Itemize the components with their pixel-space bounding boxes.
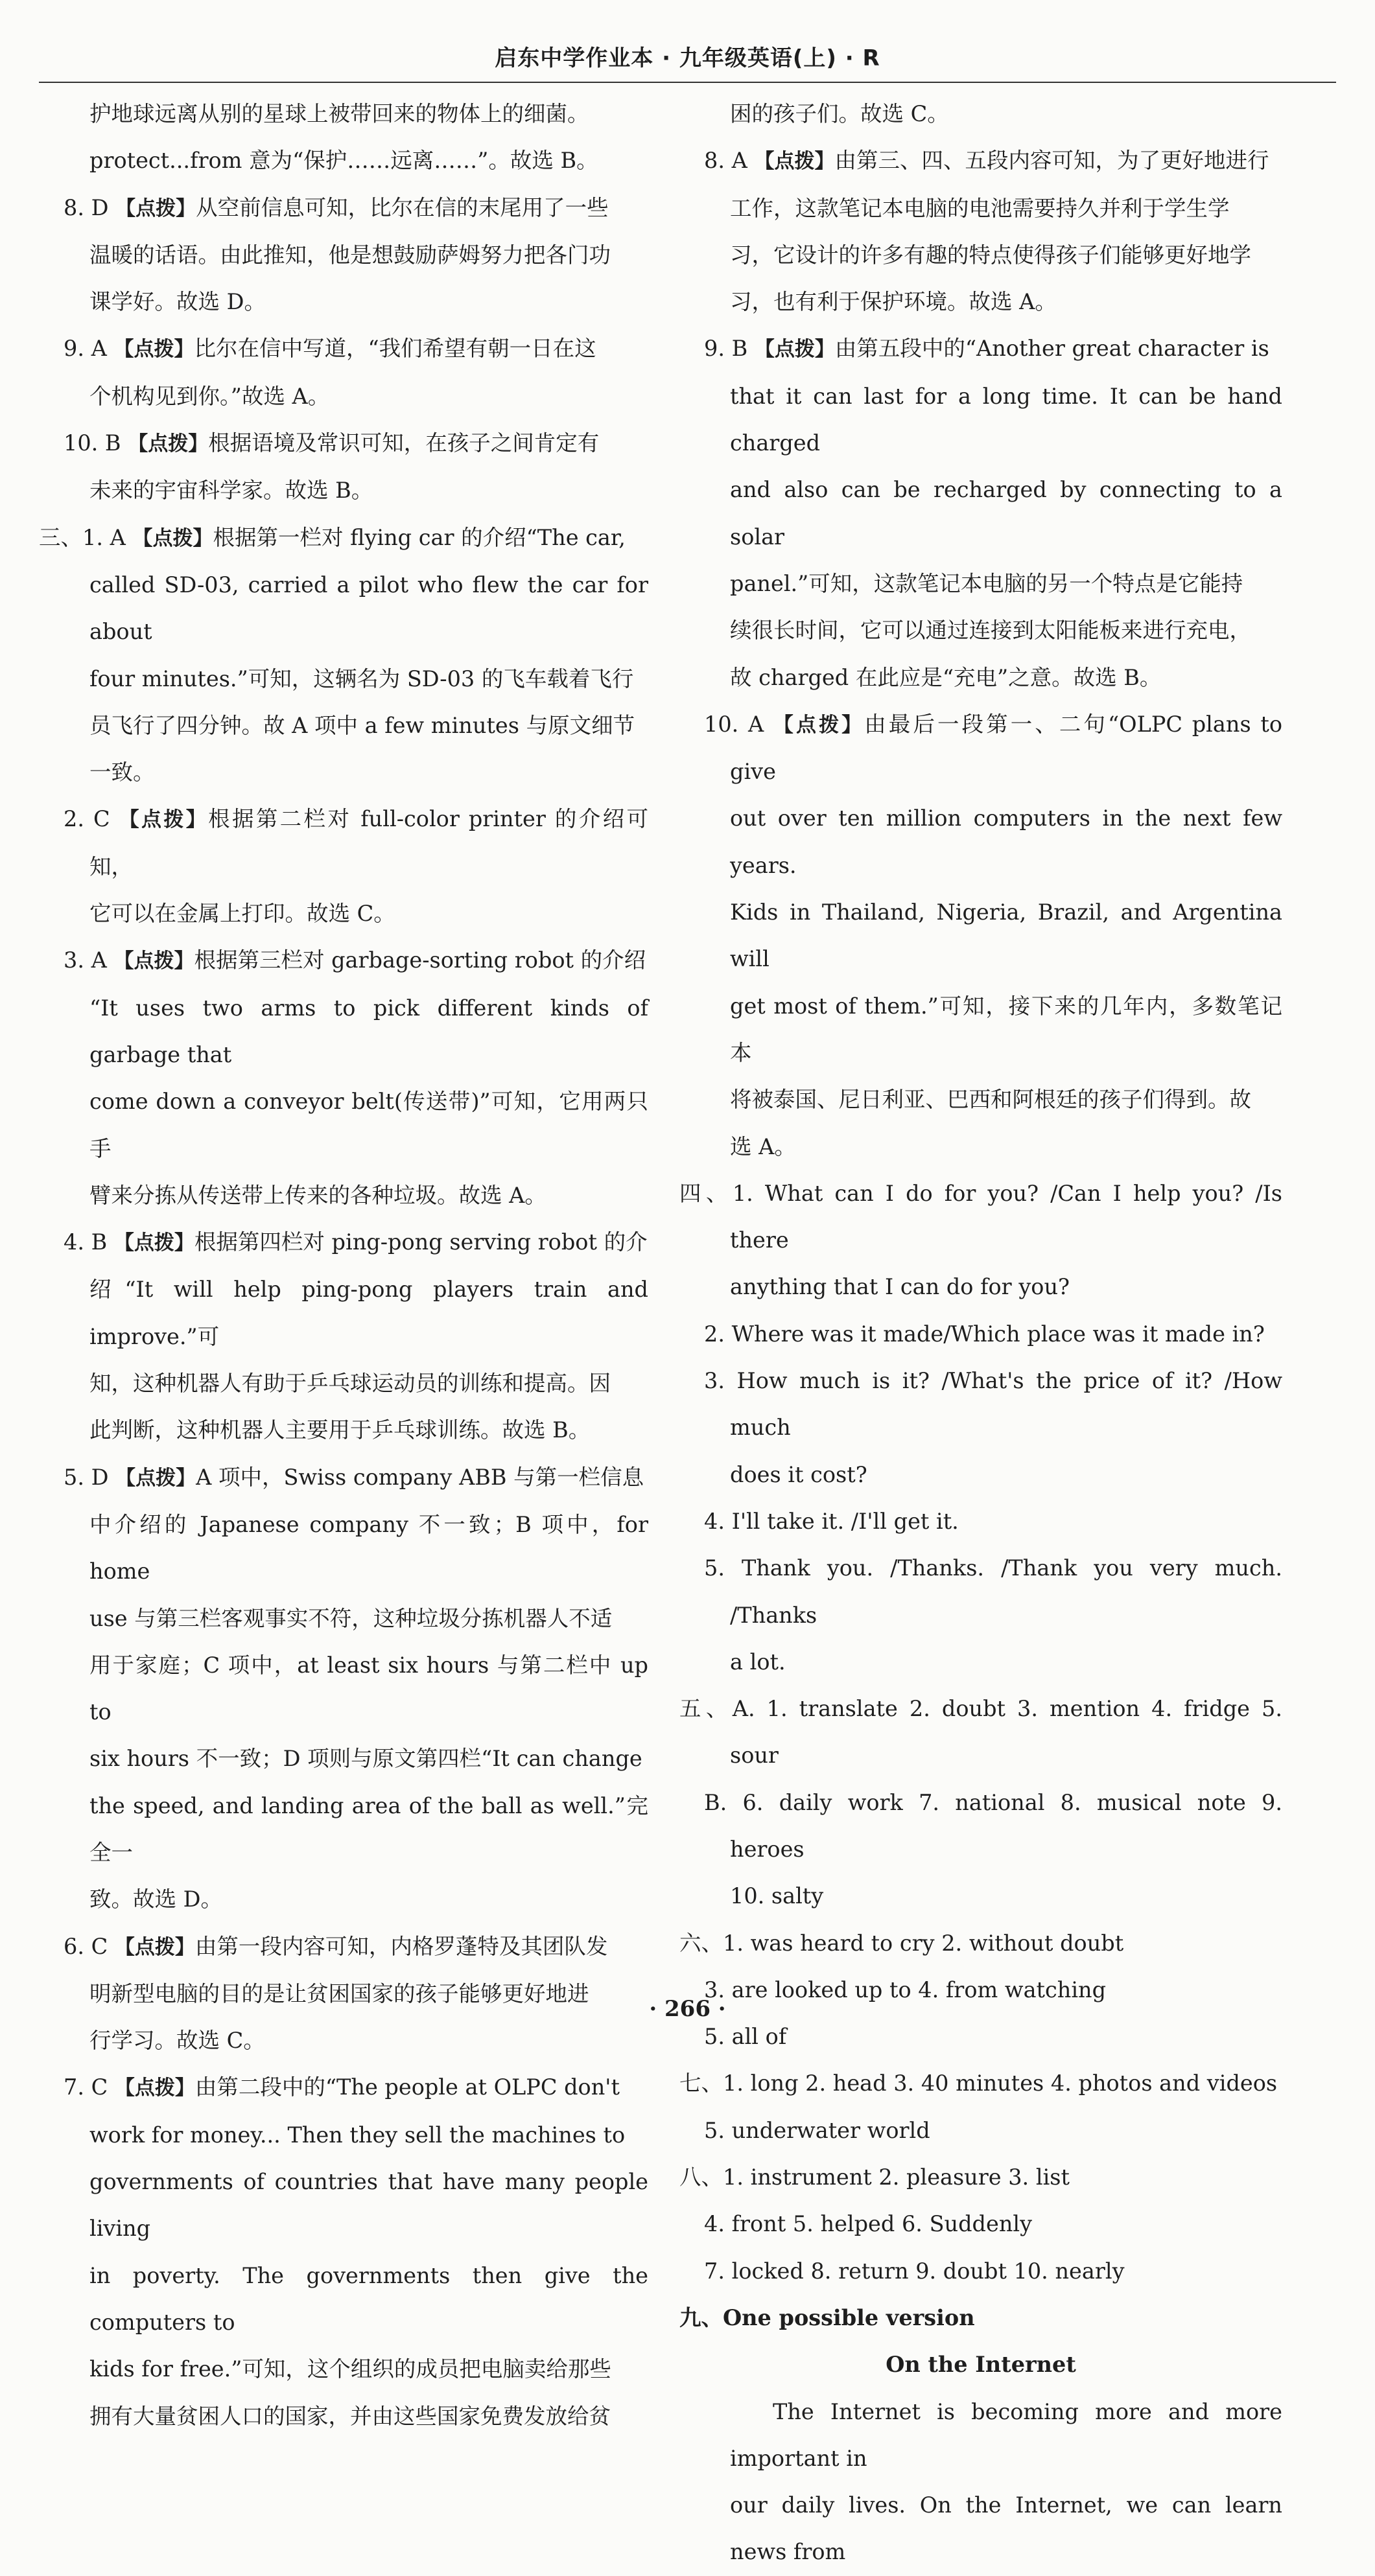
right-line: 八、1. instrument 2. pleasure 3. list	[679, 2164, 1070, 2190]
right-line: 10. A 【点拨】由最后一段第一、二句“OLPC plans to give	[704, 711, 1282, 785]
right-column	[679, 91, 1282, 2576]
left-line: four minutes.”可知，这辆名为 SD-03 的飞车载着飞行	[89, 666, 634, 691]
right-line: On the Internet	[886, 2352, 1076, 2378]
left-line: 员飞行了四分钟。故 A 项中 a few minutes 与原文细节	[89, 712, 635, 738]
right-line: panel.”可知，这款笔记本电脑的另一个特点是它能持	[730, 570, 1243, 596]
right-line: 五、A. 1. translate 2. doubt 3. mention 4. fridge 5. sour	[679, 1696, 1282, 1769]
left-line: kids for free.”可知，这个组织的成员把电脑卖给那些	[89, 2356, 611, 2382]
left-line: 10. B 【点拨】根据语境及常识可知，在孩子之间肯定有	[64, 430, 600, 456]
right-line: 九、One possible version	[679, 2304, 975, 2330]
left-line: protect...from 意为“保护……远离……”。故选 B。	[89, 148, 598, 174]
left-line: 知，这种机器人有助于乒乓球运动员的训练和提高。因	[89, 1371, 611, 1397]
left-line: 拥有大量贫困人口的国家，并由这些国家免费发放给贫	[89, 2403, 611, 2429]
left-line: 绍“It will help ping-pong players train and improve.”可	[89, 1277, 648, 1349]
right-line: 七、1. long 2. head 3. 40 minutes 4. photos and videos	[679, 2071, 1278, 2096]
right-line: 10. salty	[730, 1883, 824, 1909]
right-line: a lot.	[730, 1649, 786, 1675]
left-line: 行学习。故选 C。	[89, 2028, 265, 2054]
right-line: 5. underwater world	[704, 2117, 930, 2143]
right-line: 5. all of	[704, 2024, 787, 2050]
right-line: anything that I can do for you?	[730, 1274, 1070, 1300]
left-line: come down a conveyor belt(传送带)”可知，它用两只手	[89, 1089, 648, 1161]
right-line: 习，也有利于保护环境。故选 A。	[730, 289, 1057, 315]
left-line: 致。故选 D。	[89, 1886, 223, 1912]
left-line: called SD-03, carried a pilot who flew the car for about	[89, 572, 648, 645]
right-line: does it cost?	[730, 1461, 867, 1487]
right-line: Kids in Thailand, Nigeria, Brazil, and Argentina will	[730, 899, 1282, 972]
left-line: 5. D 【点拨】A 项中，Swiss company ABB 与第一栏信息	[64, 1464, 644, 1490]
right-line: 困的孩子们。故选 C。	[730, 101, 949, 126]
left-line: 用于家庭；C 项中，at least six hours 与第二栏中 up to	[89, 1652, 648, 1725]
right-line: out over ten million computers in the next few years.	[730, 806, 1282, 878]
page-header: 启东中学作业本 · 九年级英语(上) · R	[39, 39, 1336, 83]
page-number: · 266 ·	[649, 1996, 726, 2022]
left-line: 3. A 【点拨】根据第三栏对 garbage-sorting robot 的介绍	[64, 947, 646, 973]
left-line: 9. A 【点拨】比尔在信中写道，“我们希望有朝一日在这	[64, 336, 596, 362]
right-line: 2. Where was it made/Which place was it made in?	[704, 1321, 1265, 1347]
right-line: 3. are looked up to 4. from watching	[704, 1977, 1107, 2002]
left-line: in poverty. The governments then give the computers to	[89, 2262, 648, 2335]
left-line: 8. D 【点拨】从空前信息可知，比尔在信的末尾用了一些	[64, 194, 609, 220]
left-line: “It uses two arms to pick different kinds of garbage that	[89, 995, 648, 1067]
left-line: governments of countries that have many people living	[89, 2169, 648, 2242]
right-line: 9. B 【点拨】由第五段中的“Another great character is	[704, 336, 1269, 362]
left-line: 2. C 【点拨】根据第二栏对 full-color printer 的介绍可知，	[64, 806, 649, 879]
left-line: the speed, and landing area of the ball as well.”完全一	[89, 1793, 648, 1865]
right-line: 8. A 【点拨】由第三、四、五段内容可知，为了更好地进行	[704, 148, 1269, 174]
right-line: 六、1. was heard to cry 2. without doubt	[679, 1930, 1124, 1956]
right-line: 四、1. What can I do for you? /Can I help you? /Is there	[679, 1180, 1282, 1253]
right-line: get most of them.”可知，接下来的几年内，多数笔记本	[730, 993, 1282, 1065]
right-line: and also can be recharged by connecting to a solar	[730, 477, 1282, 550]
right-line: 4. I'll take it. /I'll get it.	[704, 1508, 959, 1534]
left-line: work for money... Then they sell the machines to	[89, 2122, 626, 2148]
right-line: The Internet is becoming more and more important in	[730, 2398, 1282, 2471]
left-line: 明新型电脑的目的是让贫困国家的孩子能够更好地进	[89, 1980, 589, 2006]
left-line: 课学好。故选 D。	[89, 289, 266, 315]
right-line: 4. front 5. helped 6. Suddenly	[704, 2211, 1033, 2237]
right-line: 习，它设计的许多有趣的特点使得孩子们能够更好地学	[730, 242, 1251, 268]
right-line: our daily lives. On the Internet, we can learn news from	[730, 2492, 1282, 2565]
left-line: 未来的宇宙科学家。故选 B。	[89, 478, 373, 504]
left-line: 一致。	[89, 760, 155, 785]
left-line: 中介绍的 Japanese company 不一致；B 项中，for home	[89, 1511, 648, 1584]
left-line: 7. C 【点拨】由第二段中的“The people at OLPC don't	[64, 2074, 620, 2100]
left-column	[39, 91, 648, 2440]
right-line: 将被泰国、尼日利亚、巴西和阿根廷的孩子们得到。故	[730, 1087, 1251, 1113]
left-line: 它可以在金属上打印。故选 C。	[89, 901, 395, 927]
left-line: 此判断，这种机器人主要用于乒乓球训练。故选 B。	[89, 1417, 591, 1443]
right-line: 5. Thank you. /Thanks. /Thank you very much. /Thanks	[704, 1555, 1282, 1628]
left-line: 4. B 【点拨】根据第四栏对 ping-pong serving robot 的介	[64, 1229, 648, 1255]
right-line: 7. locked 8. return 9. doubt 10. nearly	[704, 2258, 1125, 2284]
right-line: 故 charged 在此应是“充电”之意。故选 B。	[730, 664, 1162, 690]
left-line: use 与第三栏客观事实不符，这种垃圾分拣机器人不适	[89, 1605, 613, 1631]
right-line: 续很长时间，它可以通过连接到太阳能板来进行充电，	[730, 618, 1251, 644]
left-line: 个机构见到你。”故选 A。	[89, 383, 330, 409]
right-line: B. 6. daily work 7. national 8. musical note 9. heroes	[704, 1789, 1282, 1862]
right-line: that it can last for a long time. It can be hand charged	[730, 383, 1282, 456]
left-line: 臂来分拣从传送带上传来的各种垃圾。故选 A。	[89, 1182, 546, 1208]
left-line: 三、1. A 【点拨】根据第一栏对 flying car 的介绍“The car,	[39, 524, 626, 550]
left-line: 护地球远离从别的星球上被带回来的物体上的细菌。	[89, 101, 589, 126]
left-line: six hours 不一致；D 项则与原文第四栏“It can change	[89, 1746, 642, 1772]
right-line: 选 A。	[730, 1133, 796, 1159]
left-line: 6. C 【点拨】由第一段内容可知，内格罗蓬特及其团队发	[64, 1933, 608, 1959]
right-line: 工作，这款笔记本电脑的电池需要持久并利于学生学	[730, 195, 1230, 221]
right-line: 3. How much is it? /What's the price of it? /How much	[704, 1368, 1282, 1441]
left-line: 温暖的话语。由此推知，他是想鼓励萨姆努力把各门功	[89, 242, 611, 268]
